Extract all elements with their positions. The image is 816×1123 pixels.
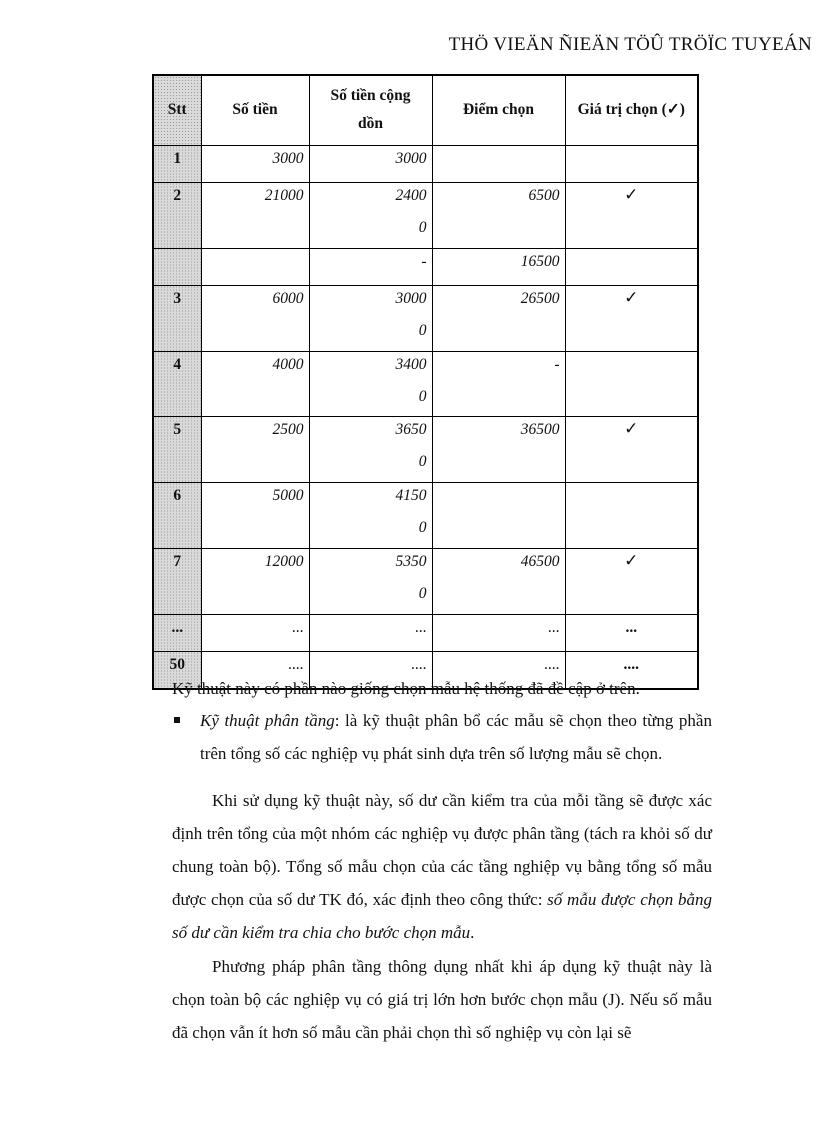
table-row (153, 548, 698, 614)
cell-stt: 5 (153, 416, 201, 482)
formula-text: số mẫu được chọn bằng số dư cần kiểm tra chia cho bước chọn mẫu (172, 890, 713, 942)
table-row (153, 351, 698, 416)
cell-cong-don: 5350 0 (309, 548, 432, 614)
page-header: THÖ VIEÄN ÑIEÄN TÖÛ TRÖÏC TUYEÁN (448, 34, 812, 55)
cell-cong-don: 3000 (309, 145, 432, 182)
cell-cong-don: - (309, 248, 432, 285)
cell-so-tien: 12000 (201, 548, 309, 614)
cell-stt: 2 (153, 182, 201, 248)
cell-stt (153, 248, 201, 285)
paragraph-intro: Kỹ thuật này có phần nào giống chọn mẫu hệ thống đã đề cập ở trên. (172, 679, 640, 698)
cell-gia-tri (565, 351, 698, 416)
cell-so-tien: 21000 (201, 182, 309, 248)
paragraph-common-method: Phương pháp phân tầng thông dụng nhất khi áp dụng kỹ thuật này là chọn toàn bộ các nghiệp vụ có giá trị lớn hơn bước chọn mẫu (J). Nếu số mẫu đã chọn vẫn ít hơn số mẫu cần phải chọn thì số nghiệp vụ còn lại sẽ (172, 957, 712, 1042)
cell-gia-tri (565, 482, 698, 548)
cell-so-tien (201, 248, 309, 285)
cell-cong-don: 3650 0 (309, 416, 432, 482)
cell-diem-chon: 26500 (432, 285, 565, 351)
cell-diem-chon: 6500 (432, 182, 565, 248)
cell-stt: 50 (153, 651, 201, 689)
cell-stt: 4 (153, 351, 201, 416)
cell-so-tien: 4000 (201, 351, 309, 416)
bullet-square-icon (174, 717, 180, 723)
col-header-so-tien: Số tiền (201, 75, 309, 145)
bullet-title: Kỹ thuật phân tầng (200, 711, 335, 730)
table-row (153, 285, 698, 351)
cell-so-tien: .... (201, 651, 309, 689)
cell-cong-don: 3000 0 (309, 285, 432, 351)
cell-gia-tri: ... (565, 614, 698, 651)
paragraph-stratified-detail (172, 784, 712, 949)
table-row (153, 482, 698, 548)
cell-cong-don: 4150 0 (309, 482, 432, 548)
cell-diem-chon (432, 145, 565, 182)
cell-diem-chon (432, 482, 565, 548)
cell-gia-tri (565, 145, 698, 182)
cell-so-tien: 5000 (201, 482, 309, 548)
cell-stt: 3 (153, 285, 201, 351)
cell-diem-chon: .... (432, 651, 565, 689)
cell-gia-tri: ✓ (565, 548, 698, 614)
paragraph-text: Khi sử dụng kỹ thuật này, số dư cần kiểm tra của mỗi tầng sẽ được xác định trên tổng của một nhóm các nghiệp vụ được phân tầng (tách ra khỏi số dư chung toàn bộ). Tổng số mẫu chọn của các tầng nghiệp vụ bằng tổng số mẫu được chọn của số dư TK đó, xác định theo công thức: (172, 791, 712, 909)
cell-cong-don: .... (309, 651, 432, 689)
cell-stt: 6 (153, 482, 201, 548)
table-row (153, 248, 698, 285)
bullet-item-stratified (200, 704, 712, 770)
table-row (153, 182, 698, 248)
cell-stt: 1 (153, 145, 201, 182)
cell-cong-don: ... (309, 614, 432, 651)
sampling-table (152, 74, 699, 690)
table-header-row (153, 75, 698, 145)
cell-so-tien: 2500 (201, 416, 309, 482)
cell-cong-don: 2400 0 (309, 182, 432, 248)
table-row (153, 416, 698, 482)
cell-gia-tri: .... (565, 651, 698, 689)
paragraph-end: . (470, 923, 475, 942)
col-header-gia-tri: Giá trị chọn (✓) (565, 75, 698, 145)
cell-stt: 7 (153, 548, 201, 614)
cell-diem-chon: 36500 (432, 416, 565, 482)
cell-cong-don: 3400 0 (309, 351, 432, 416)
cell-so-tien: ... (201, 614, 309, 651)
cell-gia-tri: ✓ (565, 416, 698, 482)
table-row (153, 145, 698, 182)
cell-diem-chon: - (432, 351, 565, 416)
cell-stt: ... (153, 614, 201, 651)
cell-so-tien: 6000 (201, 285, 309, 351)
cell-gia-tri: ✓ (565, 182, 698, 248)
bullet-text: : là kỹ thuật phân bổ các mẫu sẽ chọn theo từng phần trên tổng số các nghiệp vụ phát sinh dựa trên số lượng mẫu sẽ chọn. (200, 711, 712, 763)
col-header-diem-chon: Điểm chọn (432, 75, 565, 145)
cell-diem-chon: 46500 (432, 548, 565, 614)
cell-diem-chon: 16500 (432, 248, 565, 285)
cell-gia-tri (565, 248, 698, 285)
cell-so-tien: 3000 (201, 145, 309, 182)
cell-diem-chon: ... (432, 614, 565, 651)
table-row (153, 614, 698, 651)
col-header-stt: Stt (153, 75, 201, 145)
col-header-cong-don: Số tiền cộng dồn (309, 75, 432, 145)
cell-gia-tri: ✓ (565, 285, 698, 351)
